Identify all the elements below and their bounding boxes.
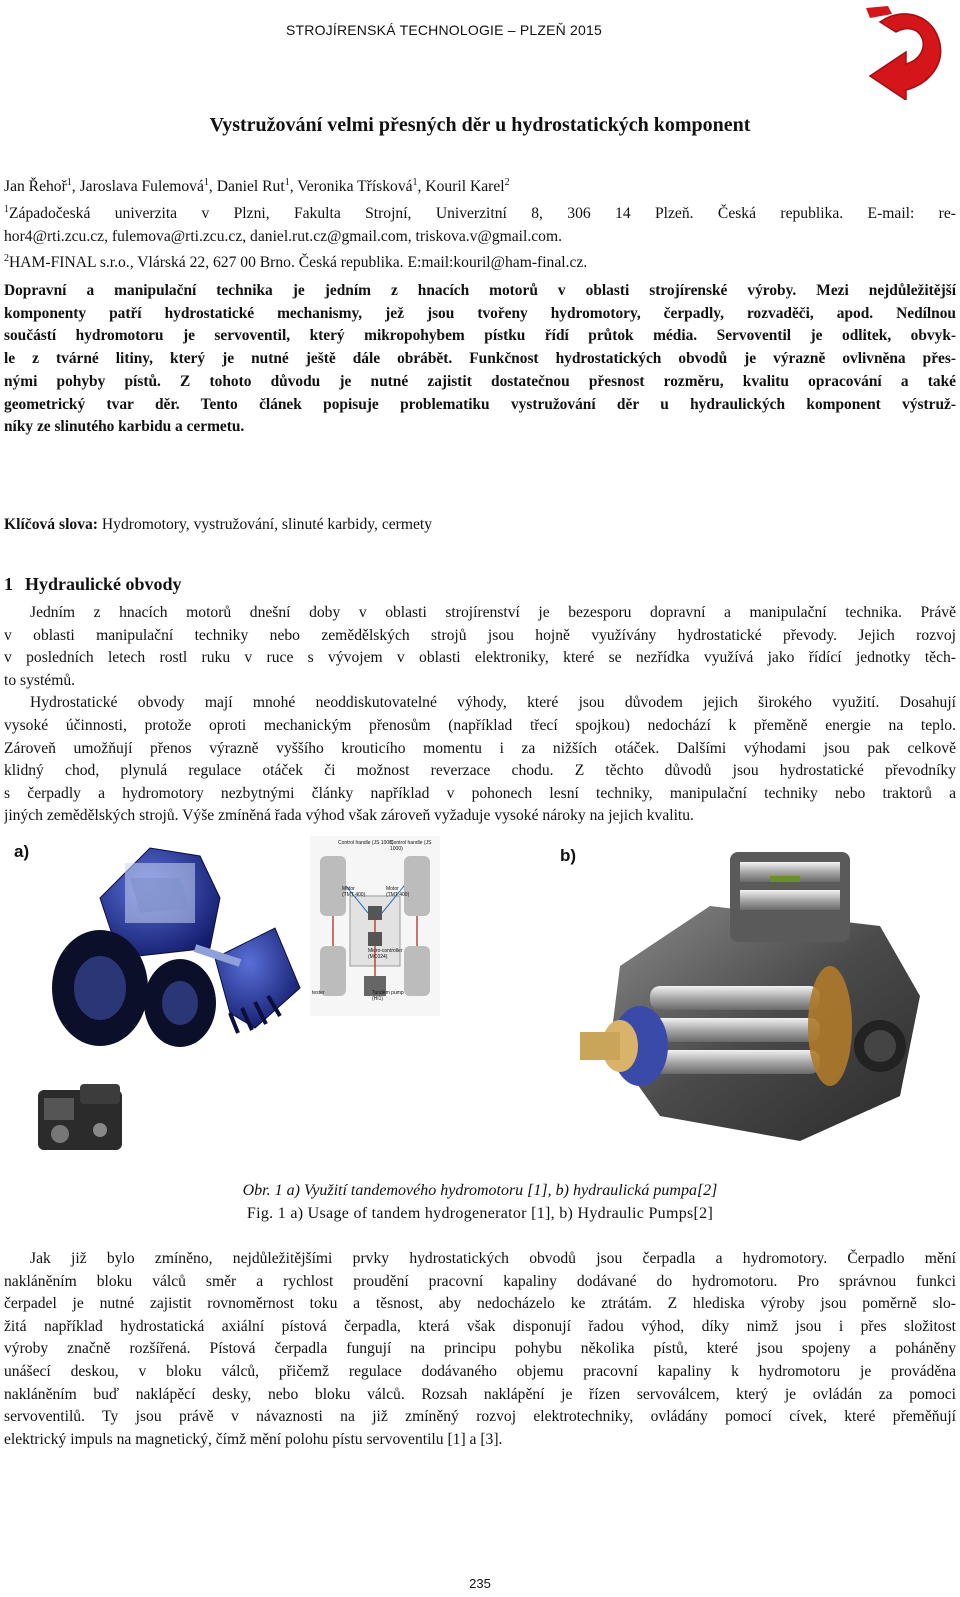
paragraph-line: Hydrostatické obvody mají mnohé neoddiskutovatelné výhody, které jsou důvodem jejich širokého využití. Dosahují [30,694,956,712]
affiliation-mark: 1 [284,177,290,188]
paragraph-line: Zároveň umožňují přenos výrazně vyššího krouticího momentu i za nižších otáček. Dalšími výhodami jsou pak celkově [4,739,956,757]
paragraph-line: unášecí deskou, v bloku válců, přičemž regulace dodávaného objemu pracovní kapaliny k hydromotoru je prováděna [4,1362,956,1380]
schematic-label: tester [312,990,325,996]
schematic-label: Motor (TMT 400) [342,886,366,898]
paragraph-line: v oblasti manipulační techniky nebo zemědělských strojů jsou hojně využívány hydrostatické převody. Jejich rozvoj [4,626,956,644]
paragraph-line: elektrický impuls na magnetický, čímž mění polohu pístu servoventilu [1] a [3]. [4,1430,503,1448]
section-title: Hydraulické obvody [25,574,182,594]
figure-caption-en: Fig. 1 a) Usage of tandem hydrogenerator [1], b) Hydraulic Pumps[2] [246,1205,714,1222]
body-text-1 [4,602,956,828]
figure-caption-cz: Obr. 1 a) Využití tandemového hydromotoru [1], b) hydraulická pumpa[2] [242,1182,718,1199]
schematic-label: Control handle (JS 1000) [390,840,432,852]
abstract-line: komponenty patří hydrostatické mechanismy, jež jsou tvořeny hydromotory, čerpadly, rozvaděči, apod. Nedílnou [4,304,956,322]
abstract-line: nými pohyby pístů. Z tohoto důvodu je nutné zajistit dostatečnou přesnost rozměru, kvalitu opracování a také [4,372,956,390]
paragraph-line: jiných zemědělských strojů. Výše zmíněná řada výhod však zároveň vyžaduje vysoké nároky na jejich kvalitu. [4,807,694,825]
hydraulic-pump-cutaway [580,846,930,1146]
tractor-illustration [30,838,310,1078]
affiliation-2 [4,248,956,275]
paragraph-line: nakláněním buď naklápěcí desky, nebo bloku válců. Rozsah naklápění je řízen servoválcem, který je ovládán za pomoci [4,1385,956,1403]
keywords-label: Klíčová slova: [4,516,98,533]
abstract [4,280,956,439]
author-name: , Veronika Třísková [289,178,413,196]
hydraulic-schematic [310,836,440,1016]
tandem-pump-photo [30,1070,130,1166]
affiliation-1 [4,199,956,226]
affiliation-text: Západočeská univerzita v Plzni, Fakulta Strojní, Univerzitní 8, 306 14 Plzeň. Česká republika. E-mail: re- [9,204,956,222]
keywords-text: Hydromotory, vystružování, slinuté karbidy, cermety [98,516,433,533]
figure-label-a: a) [14,842,30,861]
back-button-label: Zpět [872,37,906,54]
figure-label-b: b) [560,846,577,865]
paragraph-line: servoventilů. Ty jsou právě v návaznosti na již zmíněný rozvoj elektrotechniky, ovládány pomocí cívek, které přeměňují [4,1408,956,1426]
back-arrow-icon [862,4,946,100]
paragraph-line: v posledních letech rostl ruku v ruce s vývojem v oblasti elektroniky, které se nezřídka využívá jako řídící jednotky těch- [4,649,956,667]
abstract-line: le z tvárné litiny, který je nutné ještě dále obrábět. Funkčnost hydrostatických obvodů je výrazně ovlivněna přes- [4,350,956,368]
affiliation-mark: 1 [4,203,9,215]
conference-header: STROJÍRENSKÁ TECHNOLOGIE – PLZEŇ 2015 [285,22,602,38]
page-number: 235 [469,1576,491,1591]
author-name: , Daniel Rut [208,178,285,196]
abstract-line: níky ze slinutého karbidu a cermetu. [4,418,245,436]
author-name: , Jaroslava Fulemová [71,178,204,196]
author-list [4,172,956,199]
paragraph-line: výroby značně rozšířená. Pístová čerpadla fungují na principu pohybu několika pístů, které jsou spojeny a poháněny [4,1340,956,1358]
paragraph-line: Jak již bylo zmíněno, nejdůležitějšími prvky hydrostatických obvodů jsou čerpadla a hydromotory. Čerpadlo mění [30,1250,956,1267]
affiliation-mark: 2 [504,177,510,188]
abstract-line: geometrický tvar děr. Tento článek popisuje problematiku vystružování děr u hydraulických komponent výstruž- [4,395,956,413]
abstract-line: Dopravní a manipulační technika je jedním z hnacích motorů v oblasti strojírenské výroby. Mezi nejdůležitější [4,282,956,299]
section-number: 1 [4,574,13,594]
affiliation-mark: 2 [4,253,9,265]
schematic-label: Tandem pump (HI1) [372,990,404,1002]
author-block [4,172,956,275]
schematic-label: Motor (TMT 400) [386,886,410,898]
paragraph-line: Jedním z hnacích motorů dnešní doby v oblasti strojírenství je bezesporu dopravní a manipulační technika. Právě [30,604,956,621]
author-name: , Kouril Karel [417,178,505,196]
schematic-label: Micro-controller (MC024) [368,948,403,960]
affiliation-mark: 1 [412,177,418,188]
paper-title: Vystružování velmi přesných děr u hydrostatických komponent [209,114,751,136]
paragraph-line: klidný chod, plynulá regulace otáček či možnost reverzace chodu. Z těchto důvodů jsou hydrostatické převodníky [4,762,956,780]
body-text-2 [4,1248,956,1451]
paragraph-line: čerpadel je nutné zajistit rovnoměrnost toku a těsnost, aby nedocházelo ke ztrátám. Z hlediska výroby jsou poměrně slo- [4,1295,956,1313]
schematic-label: Control handle (JS 1000) [338,840,394,846]
affiliation-1-emails: hor4@rti.zcu.cz, fulemova@rti.zcu.cz, daniel.rut.cz@gmail.com, triskova.v@gmail.com. [4,227,562,245]
paragraph-line: to systémů. [4,671,76,689]
keywords [4,516,432,534]
paragraph-line: žitá například hydrostatická axiální pístová čerpadla, která však disponují řadou výhod, díky nimž jsou i přes složitost [4,1317,956,1335]
author-name: Jan Řehoř [4,178,67,196]
paragraph-line: s čerpadly a hydromotory nezbytnými články například v pohonech lesní techniky, manipulační techniky nebo traktorů a [4,784,956,802]
back-button[interactable] [862,4,946,100]
affiliation-mark: 1 [66,177,72,188]
section-heading [4,574,182,595]
abstract-line: součástí hydromotoru je servoventil, který mikropohybem pístku řídí průtok média. Servoventil je odlitek, obvyk- [4,327,956,345]
paragraph-line: vysoké účinnosti, protože oproti mechanickým přenosům (například třecí spojkou) nedochází k přeměně energie na teplo. [4,716,956,734]
paragraph-line: nakláněním bloku válců směr a rychlost proudění pracovní kapaliny dodávané do hydromotoru. Pro správnou funkci [4,1272,956,1290]
affiliation-text: HAM-FINAL s.r.o., Vlárská 22, 627 00 Brno. Česká republika. E:mail:kouril@ham-final.cz. [9,254,588,272]
affiliation-mark: 1 [203,177,209,188]
